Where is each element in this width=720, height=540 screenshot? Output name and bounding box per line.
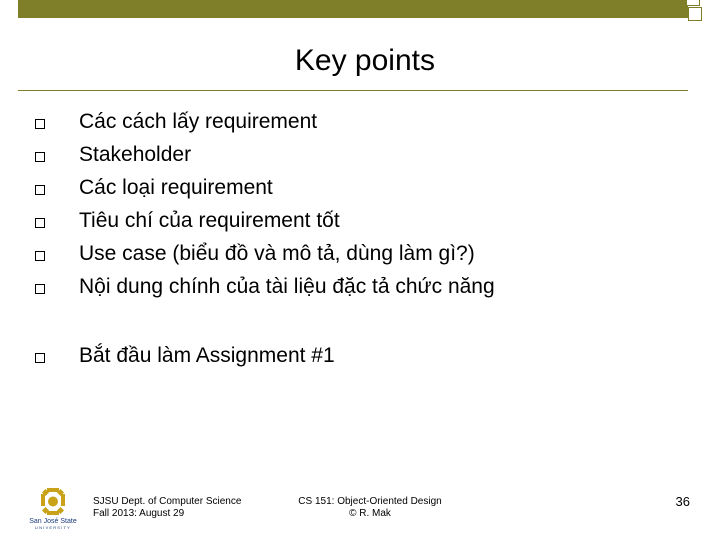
list-item <box>0 142 720 172</box>
corner-square-top <box>686 0 700 6</box>
bullet-text: Các cách lấy requirement <box>79 110 318 133</box>
bullet-box-icon <box>35 185 45 195</box>
bullet-text: Use case (biểu đồ và mô tả, dùng làm gì?) <box>79 242 475 265</box>
title-area <box>0 44 720 84</box>
bullet-box-icon <box>35 251 45 261</box>
footer-dept-line1: SJSU Dept. of Computer Science <box>93 496 242 507</box>
slide-title: Key points <box>294 44 435 77</box>
bullet-box-icon <box>35 119 45 129</box>
list-item <box>0 343 720 373</box>
logo-seal-icon <box>28 486 78 530</box>
bullet-box-icon <box>35 353 45 363</box>
bullet-text: Stakeholder <box>79 143 192 166</box>
footer-course-line2: © R. Mak <box>349 508 391 519</box>
bullet-box-icon <box>35 284 45 294</box>
bullet-box-icon <box>35 218 45 228</box>
footer-dept <box>93 496 241 520</box>
list-item <box>0 109 720 139</box>
bullet-text: Các loại requirement <box>79 176 273 199</box>
top-accent-bar <box>18 0 688 18</box>
list-item <box>0 274 720 304</box>
title-divider <box>18 90 688 91</box>
bullet-box-icon <box>35 152 45 162</box>
list-item <box>0 175 720 205</box>
footer-course <box>290 496 450 520</box>
footer-course-line1: CS 151: Object-Oriented Design <box>298 496 442 507</box>
page-number: 36 <box>675 494 690 509</box>
svg-text:San José State: San José State <box>29 518 77 525</box>
list-item <box>0 208 720 238</box>
svg-text:UNIVERSITY: UNIVERSITY <box>34 525 72 530</box>
bullet-text: Bắt đầu làm Assignment #1 <box>79 344 335 367</box>
university-logo <box>28 486 78 530</box>
footer-dept-line2: Fall 2013: August 29 <box>93 508 185 519</box>
corner-square <box>688 7 702 21</box>
list-item <box>0 241 720 271</box>
bullet-text: Nội dung chính của tài liệu đặc tả chức năng <box>79 275 495 298</box>
bullet-text: Tiêu chí của requirement tốt <box>79 209 340 232</box>
